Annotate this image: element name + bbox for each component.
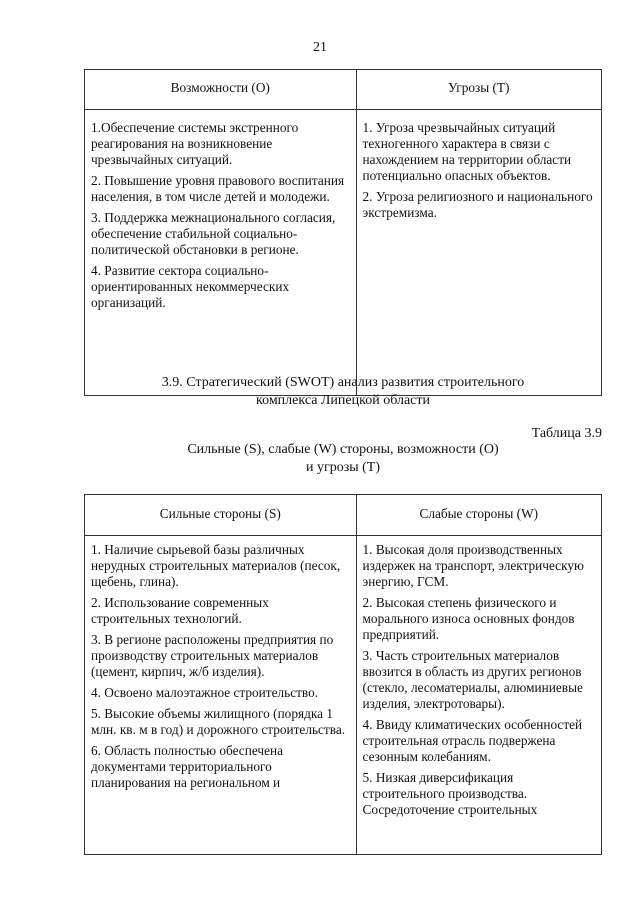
strength-item: 1. Наличие сырьевой базы различных нерудных строительных материалов (песок, щебень, глина).: [91, 542, 341, 589]
strength-item: 5. Высокие объемы жилищного (порядка 1 млн. кв. м в год) и дорожного строительства.: [91, 706, 346, 737]
section-heading-line: комплекса Липецкой области: [256, 393, 430, 408]
weakness-item: 5. Низкая диверсификация строительного производства. Сосредоточение строительных: [362, 770, 538, 817]
opportunity-item: 3. Поддержка межнационального согласия, обеспечение стабильной социально-политической обстановки в регионе.: [91, 210, 336, 257]
page-number: 21: [313, 40, 327, 55]
table-label: Таблица 3.9: [531, 426, 602, 441]
strengths-cell: [85, 536, 357, 855]
section-heading-line: 3.9. Стратегический (SWOT) анализ развития строительного: [161, 375, 525, 390]
opportunity-item: 1.Обеспечение системы экстренного реагирования на возникновение чрезвычайных ситуаций.: [91, 120, 299, 167]
header-threats: Угрозы (Т): [356, 70, 601, 110]
opportunities-threats-table: [84, 69, 602, 396]
strengths-weaknesses-table: [84, 494, 602, 855]
header-weaknesses: Слабые стороны (W): [356, 495, 601, 536]
threats-cell: [356, 110, 601, 396]
section-heading: [84, 374, 602, 410]
table-title: [84, 441, 602, 477]
header-opportunities: Возможности (О): [85, 70, 357, 110]
opportunity-item: 4. Развитие сектора социально-ориентированных некоммерческих организаций.: [91, 263, 290, 310]
table-title-line: Сильные (S), слабые (W) стороны, возможности (O): [187, 442, 499, 457]
header-strengths: Сильные стороны (S): [85, 495, 357, 536]
weaknesses-cell: [356, 536, 601, 855]
weakness-item: 4. Ввиду климатических особенностей строительная отрасль подвержена сезонным колебаниям.: [362, 717, 583, 764]
weakness-item: 2. Высокая степень физического и морального износа основных фондов предприятий.: [362, 595, 575, 642]
opportunity-item: 2. Повышение уровня правового воспитания населения, в том числе детей и молодежи.: [91, 173, 345, 204]
weakness-item: 3. Часть строительных материалов ввозится в область из других регионов (стекло, лесоматериалы, алюминиевые изделия, электротовары).: [362, 648, 583, 711]
strength-item: 4. Освоено малоэтажное строительство.: [91, 685, 319, 700]
threat-item: 1. Угроза чрезвычайных ситуаций техногенного характера в связи с нахождением на территории области потенциально опасных объектов.: [362, 120, 572, 183]
threat-item: 2. Угроза религиозного и национального экстремизма.: [362, 189, 593, 220]
opportunities-cell: [85, 110, 357, 396]
strength-item: 2. Использование современных строительных технологий.: [91, 595, 269, 626]
strength-item: 3. В регионе расположены предприятия по производству строительных материалов (цемент, кирпич, ж/б изделия).: [91, 632, 334, 679]
strength-item: 6. Область полностью обеспечена документами территориального планирования на региональном и: [91, 743, 283, 790]
table-title-line: и угрозы (T): [305, 460, 381, 475]
weakness-item: 1. Высокая доля производственных издержек на транспорт, электрическую энергию, ГСМ.: [362, 542, 584, 589]
